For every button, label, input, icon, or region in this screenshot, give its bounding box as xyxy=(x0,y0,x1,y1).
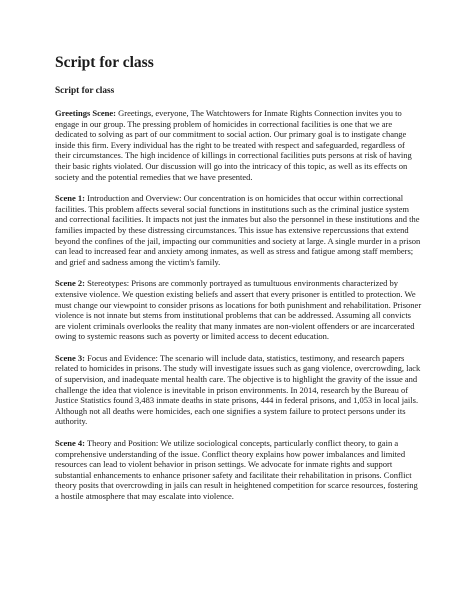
scene-text: Theory and Position: We utilize sociological concepts, particularly conflict theory, to gain a comprehensive understanding of the issue. Conflict theory explains how power imbalances and limited resources can lead to violent behavior in prison settings. We advocate for inmate rights and support substantial enhancements to enhance prisoner safety and facilitate their rehabilitation in prisons. Conflict theory posits that overcrowding in jails can result in heightened competition for scarce resources, fostering a hostile atmosphere that may escalate into violence. xyxy=(55,438,418,501)
scene-text: Stereotypes: Prisons are commonly portrayed as tumultuous environments characterized by extensive violence. We question existing beliefs and assert that every prisoner is entitled to protection. We must change our viewpoint to consider prisons as locations for both punishment and rehabilitation. Prisoner violence is not innate but stems from institutional problems that can be addressed. Assuming all convicts are violent criminals overlooks the reality that many inmates are non-violent offenders or are incarcerated owing to systemic reasons such as poverty or limited access to decent education. xyxy=(55,278,422,342)
document-subtitle: Script for class xyxy=(55,86,115,96)
scene-text: Greetings, everyone, The Watchtowers for Inmate Rights Connection invites you to engage in our group. The pressing problem of homicides in correctional facilities is one that we are dedicated to solving as part of our commitment to social action. Our primary goal is to instigate change inside this firm. Every individual has the right to be treated with respect and safeguarded, regardless of their circumstances. The high incidence of killings in correctional facilities puts persons at risk of having their basic rights violated. Our discussion will go into the intricacy of this topic, as well as its effects on society and the potential remedies that we have presented. xyxy=(55,108,412,182)
document-title: Script for class xyxy=(55,54,154,71)
scene-text: Introduction and Overview: Our concentration is on homicides that occur within correctional facilities. This problem affects several social functions in institutions such as the criminal justice system and correctional facilities. It impacts not just the inmates but also the personnel in these institutions and the families impacted by these distressing circumstances. This issue has extensive repercussions that extend beyond the confines of the jail, impacting our communities and society at large. A single murder in a prison can lead to increased fear and anxiety among inmates, as well as stress and fatigue among staff members; and grief and sadness among the victim's family. xyxy=(55,193,421,267)
scene-text: Focus and Evidence: The scenario will include data, statistics, testimony, and research papers related to homicides in prisons. The study will investigate issues such as gang violence, overcrowding, lack of supervision, and inadequate mental health care. The objective is to highlight the gravity of the issue and challenge the idea that violence is inevitable in prison environments. In 2014, research by the Bureau of Justice Statistics found 3,483 inmate deaths in state prisons, 444 in federal prisons, and 1,053 in local jails. Although not all deaths were homicides, each one signifies a system failure to protect persons under its authority. xyxy=(55,352,421,427)
scene-label: Scene 4: xyxy=(55,438,85,449)
scene-label: Greetings Scene: xyxy=(55,108,116,118)
scene-label: Scene 2: xyxy=(55,278,85,289)
scene-3 xyxy=(55,353,422,427)
scene-1 xyxy=(55,193,422,267)
scene-2 xyxy=(55,278,422,342)
scene-label: Scene 3: xyxy=(55,352,85,363)
scene-label: Scene 1: xyxy=(55,193,85,204)
scene-4 xyxy=(55,438,422,502)
scene-greetings xyxy=(55,108,422,182)
